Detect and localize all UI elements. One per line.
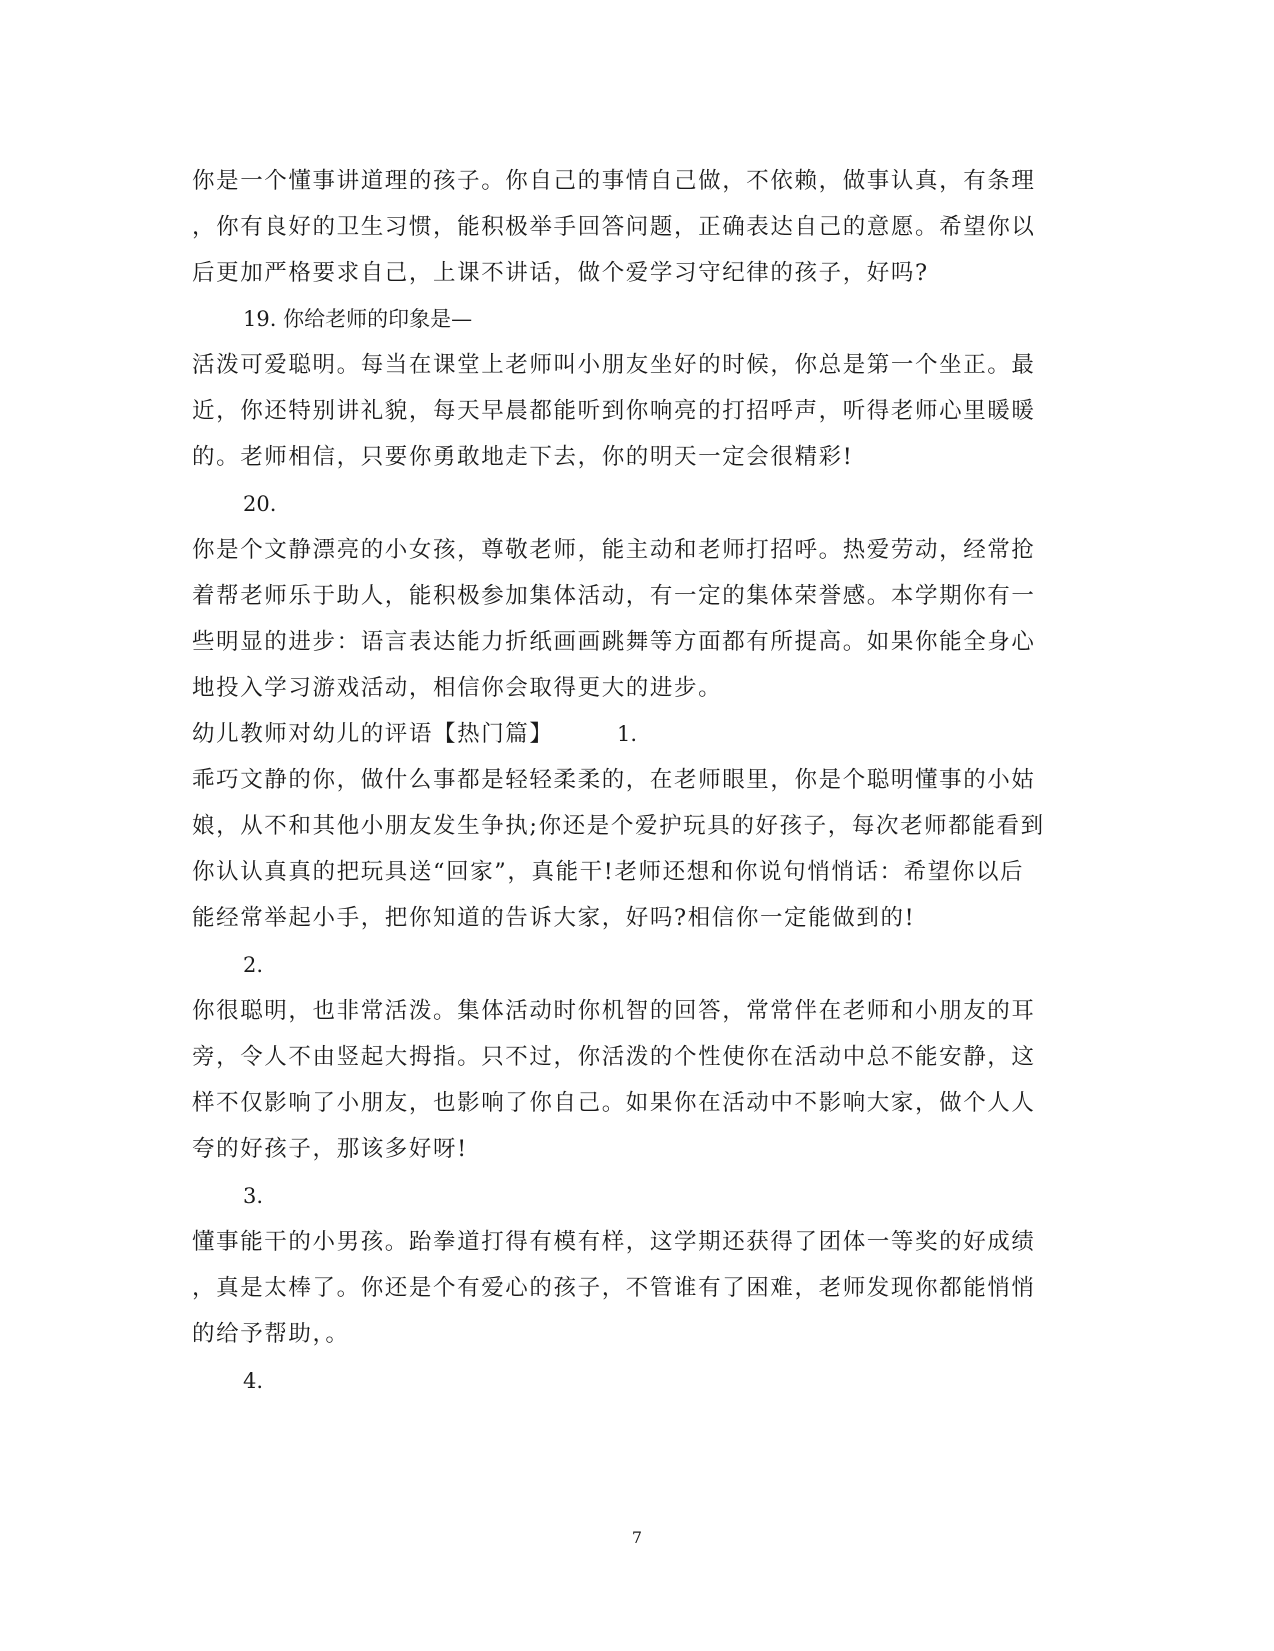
page-number: 7 [631, 1528, 643, 1547]
paragraph-line: 能经常举起小手，把你知道的告诉大家，好吗?相信你一定能做到的! [192, 905, 916, 931]
paragraph-line: 乖巧文静的你，做什么事都是轻轻柔柔的，在老师眼里，你是个聪明懂事的小姑 [192, 767, 1036, 793]
paragraph-line: 地投入学习游戏活动，相信你会取得更大的进步。 [192, 675, 723, 701]
paragraph-line: ，你有良好的卫生习惯，能积极举手回答问题，正确表达自己的意愿。希望你以 [192, 214, 1036, 240]
paragraph-line: 你是个文静漂亮的小女孩，尊敬老师，能主动和老师打招呼。热爱劳动，经常抢 [192, 537, 1036, 563]
paragraph-line: 夸的好孩子，那该多好呀! [192, 1136, 468, 1162]
paragraph-line: ，真是太棒了。你还是个有爱心的孩子，不管谁有了困难，老师发现你都能悄悄 [192, 1275, 1036, 1301]
paragraph-line: 懂事能干的小男孩。跆拳道打得有模有样，这学期还获得了团体一等奖的好成绩 [192, 1229, 1036, 1255]
paragraph-line: 娘，从不和其他小朋友发生争执;你还是个爱护玩具的好孩子，每次老师都能看到 [192, 813, 1045, 839]
paragraph-line: 你认认真真的把玩具送“回家”，真能干!老师还想和你说句悄悄话：希望你以后 [192, 859, 1025, 885]
paragraph-line: 你是一个懂事讲道理的孩子。你自己的事情自己做，不依赖，做事认真，有条理 [192, 168, 1036, 194]
item-number-20: 20. [243, 492, 277, 516]
item-number-4: 4. [243, 1369, 264, 1393]
paragraph-line: 着帮老师乐于助人，能积极参加集体活动，有一定的集体荣誉感。本学期你有一 [192, 583, 1036, 609]
section-heading: 幼儿教师对幼儿的评语【热门篇】 [192, 721, 554, 747]
item-number-19: 19. 你给老师的印象是— [243, 307, 473, 331]
paragraph-line: 你很聪明，也非常活泼。集体活动时你机智的回答，常常伴在老师和小朋友的耳 [192, 998, 1036, 1024]
paragraph-line: 旁，令人不由竖起大拇指。只不过，你活泼的个性使你在活动中总不能安静，这 [192, 1044, 1036, 1070]
paragraph-line: 的。老师相信，只要你勇敢地走下去，你的明天一定会很精彩! [192, 444, 854, 470]
paragraph-line: 活泼可爱聪明。每当在课堂上老师叫小朋友坐好的时候，你总是第一个坐正。最 [192, 352, 1036, 378]
item-number-2: 2. [243, 953, 264, 977]
paragraph-line: 些明显的进步：语言表达能力折纸画画跳舞等方面都有所提高。如果你能全身心 [192, 629, 1036, 655]
paragraph-line: 后更加严格要求自己，上课不讲话，做个爱学习守纪律的孩子，好吗? [192, 260, 929, 286]
paragraph-line: 样不仅影响了小朋友，也影响了你自己。如果你在活动中不影响大家，做个人人 [192, 1090, 1036, 1116]
item-number-3: 3. [243, 1184, 264, 1208]
paragraph-line: 的给予帮助，。 [192, 1321, 350, 1347]
paragraph-line: 近，你还特别讲礼貌，每天早晨都能听到你响亮的打招呼声，听得老师心里暖暖 [192, 398, 1036, 424]
item-number-1: 1. [617, 722, 638, 746]
